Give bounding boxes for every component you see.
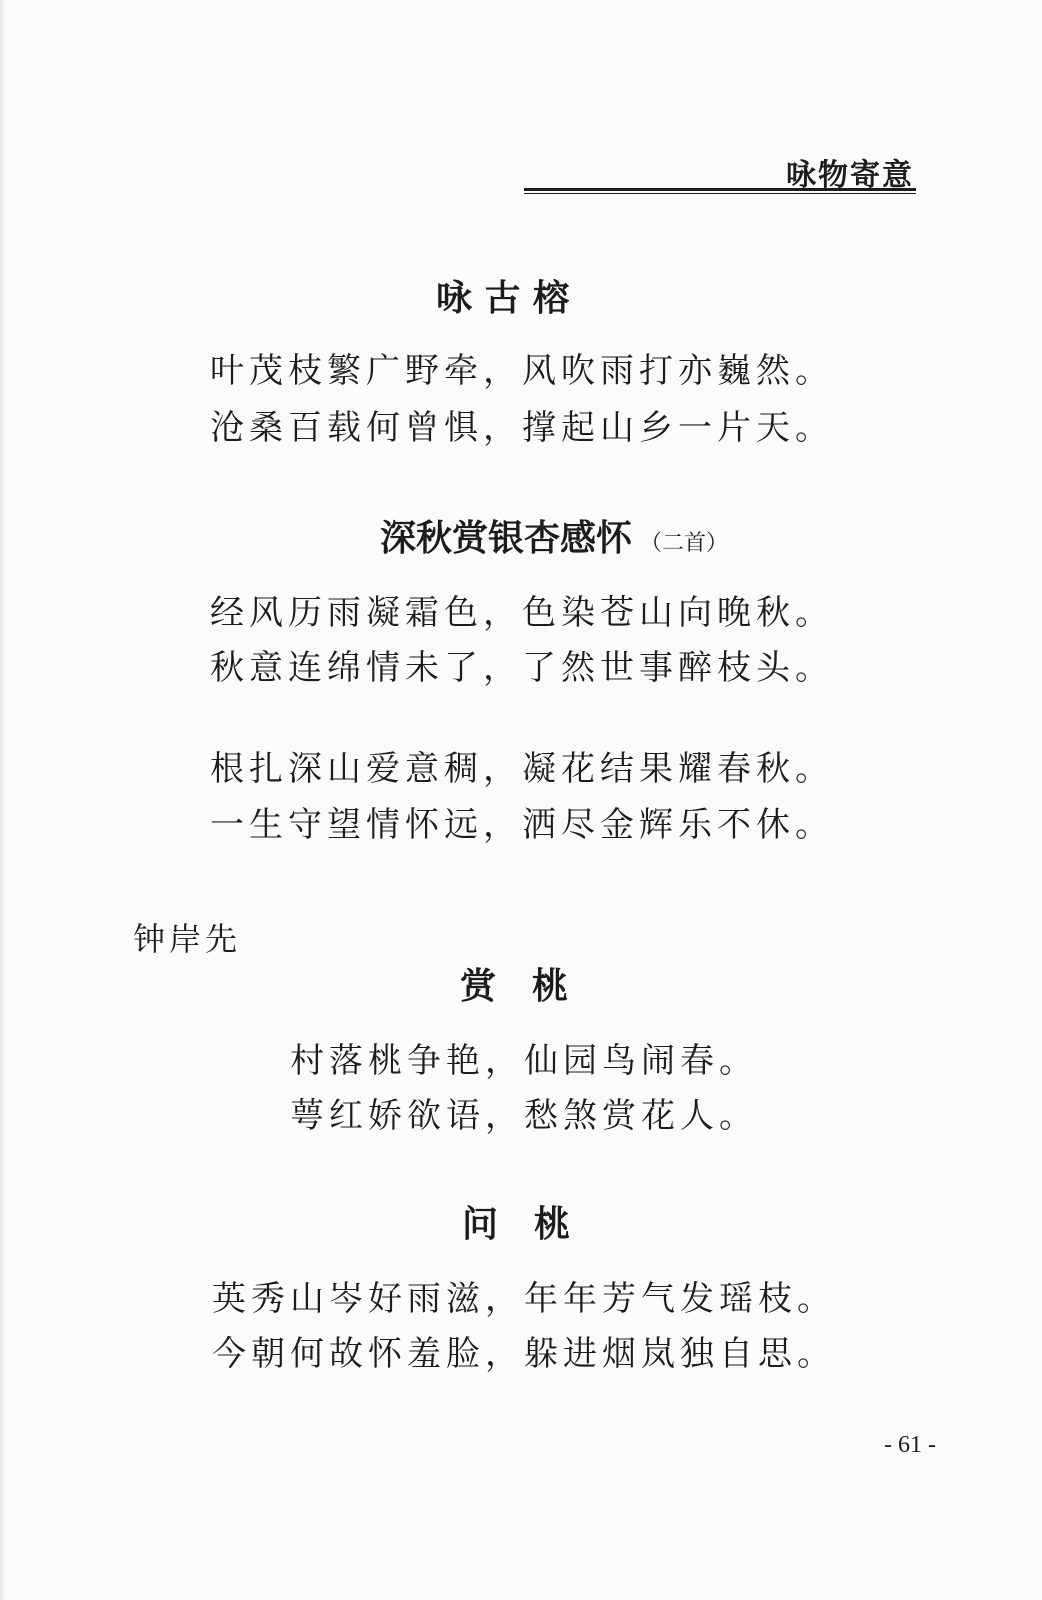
poem-title-1: 咏 古 榕 xyxy=(436,278,570,319)
poem-3-line-1: 村落桃争艳，仙园鸟闹春。 xyxy=(290,1041,758,1081)
poem-2-line-3: 根扎深山爱意稠，凝花结果耀春秋。 xyxy=(210,749,834,789)
poem-4-line-1: 英秀山岑好雨滋，年年芳气发瑶枝。 xyxy=(212,1279,836,1319)
poem-title-2-text: 深秋赏银杏感怀 xyxy=(380,518,633,559)
poem-1-line-1: 叶茂枝繁广野牵，风吹雨打亦巍然。 xyxy=(210,351,834,391)
poem-4-line-2: 今朝何故怀羞脸，躲进烟岚独自思。 xyxy=(212,1334,836,1374)
poem-1-line-2: 沧桑百载何曾惧，撑起山乡一片天。 xyxy=(210,408,834,448)
poem-2-line-4: 一生守望情怀远，洒尽金辉乐不休。 xyxy=(210,805,834,845)
poem-title-4: 问 桃 xyxy=(462,1204,571,1245)
page-number: - 61 - xyxy=(884,1432,936,1458)
poem-2-line-2: 秋意连绵情未了，了然世事醉枝头。 xyxy=(210,648,834,688)
section-title: 咏物寄意 xyxy=(786,158,914,193)
poem-3-line-2: 萼红娇欲语，愁煞赏花人。 xyxy=(290,1096,758,1136)
poem-title-2 xyxy=(380,510,728,561)
poem-title-3: 赏 桃 xyxy=(460,966,569,1007)
header-rule xyxy=(524,188,916,194)
poem-2-line-1: 经风历雨凝霜色，色染苍山向晚秋。 xyxy=(210,593,834,633)
author-name: 钟岸先 xyxy=(133,920,242,958)
poem-title-2-subtitle: （二首） xyxy=(640,531,729,556)
